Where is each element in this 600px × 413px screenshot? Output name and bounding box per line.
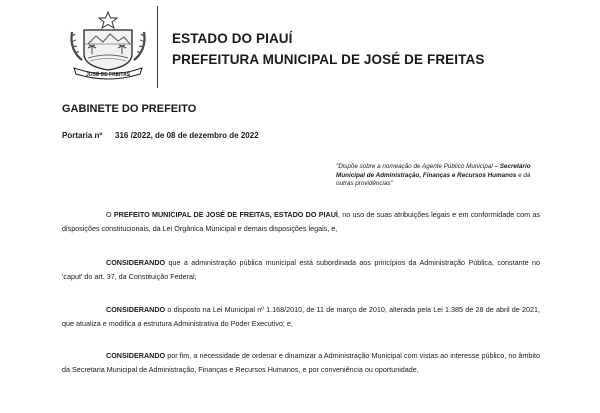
portaria-number: 316 /2022, de 08 de dezembro de 2022 <box>115 131 259 140</box>
municipal-coat-of-arms-icon <box>66 10 150 84</box>
office-heading: GABINETE DO PREFEITO <box>62 103 197 115</box>
p1-post: , no uso de suas atribuições legais e em conformidade com as disposições constitucionais, da Lei Orgânica Municipal e demais disposições legais, e, <box>62 210 540 233</box>
paragraph-considerando-1 <box>62 256 540 284</box>
ementa-bold: – Secretário Municipal de Administração, Finanças e Recursos Humanos <box>336 163 531 179</box>
portaria-label: Portaria nº <box>62 131 103 140</box>
paragraph-considerando-2 <box>62 303 540 331</box>
p4-post: por fim, a necessidade de ordenar e dinamizar a Administração Municipal com vistas ao interesse público, no âmbito da Secretaria Municipal de Administração, Finanças e Recursos Humanos, e por conveniência ou oportunidade, <box>62 351 540 374</box>
p2-bold: CONSIDERANDO <box>106 258 166 267</box>
ementa <box>336 163 538 189</box>
p2-post: que a administração pública municipal está subordinada aos princípios da Administração Pública, constante no 'caput' do art. 37, da Constituição Federal; <box>62 258 540 281</box>
crest-label: JOSÉ DE FREITAS <box>85 72 131 78</box>
header-divider <box>157 6 158 88</box>
p1-pre: O <box>106 210 114 219</box>
ementa-rest: e dá outras providências" <box>336 171 531 187</box>
portaria-line <box>62 131 259 140</box>
p1-bold: PREFEITO MUNICIPAL DE JOSÉ DE FREITAS, ESTADO DO PIAUÍ <box>113 210 338 219</box>
city-hall-title: PREFEITURA MUNICIPAL DE JOSÉ DE FREITAS <box>172 52 485 67</box>
p3-bold: CONSIDERANDO <box>106 305 166 314</box>
p4-bold: CONSIDERANDO <box>106 351 166 360</box>
p3-post: o disposto na Lei Municipal nº 1.168/2010, de 11 de março de 2010, alterada pela Lei 1.385 de 28 de abril de 2021, que atualiza e modifica a estrutura Administrativa do Poder Executivo; e, <box>62 305 540 328</box>
paragraph-considerando-3 <box>62 349 540 377</box>
ementa-line1: "Dispõe sobre a nomeação de Agente Público Municipal <box>336 163 493 170</box>
state-title: ESTADO DO PIAUÍ <box>172 31 293 46</box>
paragraph-prefeito <box>62 208 540 236</box>
